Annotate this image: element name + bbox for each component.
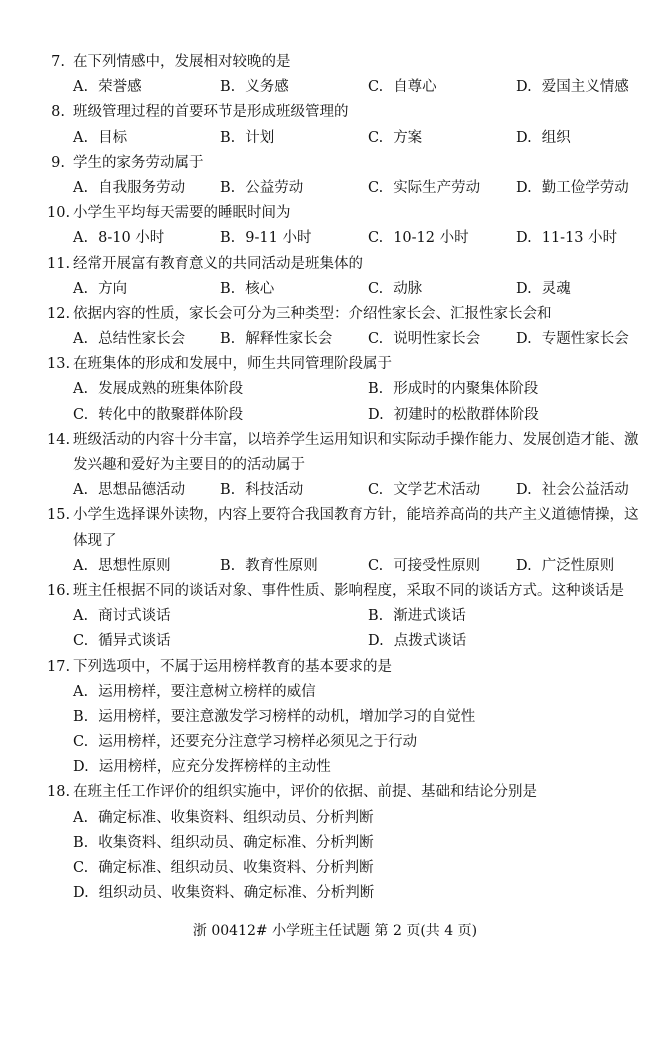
question-stem-line xyxy=(0,201,670,226)
option-text: 循异式谈话 xyxy=(98,633,171,650)
option-c xyxy=(368,554,480,575)
option-text: 9-11 小时 xyxy=(245,230,312,247)
question-stem-line xyxy=(0,579,670,604)
question-stem: 依据内容的性质，家长会可分为三种类型：介绍性家长会、汇报性家长会和 xyxy=(73,305,552,322)
question-number: 9. xyxy=(51,154,65,171)
option-key: B. xyxy=(220,331,236,348)
option-key: B. xyxy=(220,179,236,196)
question-stem-line xyxy=(0,352,670,377)
option-key: C. xyxy=(368,230,384,247)
question-number: 7. xyxy=(51,54,65,70)
question-stem-line xyxy=(0,655,670,680)
option-text: 运用榜样，应充分发挥榜样的主动性 xyxy=(98,759,331,776)
question-number: 15. xyxy=(47,507,71,524)
option-text: 勤工俭学劳动 xyxy=(541,179,629,196)
option-key: C. xyxy=(368,331,384,348)
option-c xyxy=(73,629,171,650)
option-c xyxy=(368,126,422,147)
option-b xyxy=(220,277,274,298)
option-b xyxy=(220,554,318,575)
option-key: B. xyxy=(368,608,384,625)
option-c xyxy=(368,75,437,96)
option-d xyxy=(516,478,629,499)
question-number: 11. xyxy=(47,255,71,272)
option-text: 组织动员、收集资料、确定标准、分析判断 xyxy=(98,885,375,902)
option-a xyxy=(73,176,185,197)
option-d xyxy=(368,403,539,424)
question-number: 10. xyxy=(47,205,71,222)
options-row xyxy=(0,75,670,100)
options-row xyxy=(0,478,670,503)
question-stem-line xyxy=(0,503,670,528)
option-c xyxy=(368,327,480,348)
option-text: 动脉 xyxy=(393,280,423,297)
option-a xyxy=(73,478,185,499)
question-stem: 在班集体的形成和发展中，师生共同管理阶段属于 xyxy=(73,356,392,373)
option-text: 运用榜样，要注意激发学习榜样的动机，增加学习的自觉性 xyxy=(98,708,476,725)
option-key: D. xyxy=(516,482,532,499)
option-text: 专题性家长会 xyxy=(541,331,629,348)
option-text: 确定标准、组织动员、收集资料、分析判断 xyxy=(98,860,374,876)
option-text: 方向 xyxy=(98,280,128,297)
option-text: 文学艺术活动 xyxy=(393,482,481,499)
option-b xyxy=(220,176,303,197)
option-key: C. xyxy=(73,860,89,876)
option-key: A. xyxy=(73,230,89,247)
option-text: 核心 xyxy=(245,280,275,297)
option-d xyxy=(73,755,331,776)
option-text: 思想品德活动 xyxy=(98,482,186,499)
question-number: 12. xyxy=(47,305,71,322)
question-stem-line xyxy=(0,151,670,176)
option-c xyxy=(368,277,422,298)
options-row xyxy=(0,327,670,352)
option-b xyxy=(73,705,475,726)
option-key: D. xyxy=(516,230,532,247)
option-text: 渐进式谈话 xyxy=(393,608,466,625)
question-number: 17. xyxy=(47,658,71,675)
option-a xyxy=(73,75,142,96)
option-key: C. xyxy=(368,179,384,196)
option-text: 10-12 小时 xyxy=(393,230,469,247)
option-c xyxy=(73,856,374,877)
option-text: 教育性原则 xyxy=(245,557,318,574)
option-key: C. xyxy=(368,557,384,574)
option-text: 11-13 小时 xyxy=(541,230,618,247)
option-key: B. xyxy=(220,482,236,499)
question-number: 8. xyxy=(51,104,65,121)
option-key: D. xyxy=(516,557,532,574)
option-text: 商讨式谈话 xyxy=(98,608,171,625)
option-key: D. xyxy=(73,885,89,902)
options-row xyxy=(0,881,670,906)
option-text: 运用榜样，还要充分注意学习榜样必须见之于行动 xyxy=(98,734,418,751)
options-row xyxy=(0,554,670,579)
option-key: D. xyxy=(73,759,89,776)
question-stem: 班级管理过程的首要环节是形成班级管理的 xyxy=(73,104,349,121)
option-key: D. xyxy=(368,633,384,650)
option-key: C. xyxy=(368,129,384,146)
options-row xyxy=(0,176,670,201)
option-key: B. xyxy=(220,129,236,146)
option-c xyxy=(368,176,480,197)
option-text: 灵魂 xyxy=(541,280,571,297)
option-b xyxy=(220,75,289,96)
option-key: C. xyxy=(368,79,384,96)
question-stem: 班主任根据不同的谈话对象、事件性质、影响程度，采取不同的谈话方式。这种谈话是 xyxy=(73,582,624,599)
options-row xyxy=(0,126,670,151)
question-stem-continuation: 发兴趣和爱好为主要目的的活动属于 xyxy=(73,457,305,473)
option-d xyxy=(516,277,571,298)
option-text: 爱国主义情感 xyxy=(541,79,629,96)
option-d xyxy=(516,327,629,348)
options-row xyxy=(0,377,670,402)
option-key: D. xyxy=(516,79,532,96)
option-a xyxy=(73,126,127,147)
question-stem: 班级活动的内容十分丰富，以培养学生运用知识和实际动手操作能力、发展创造才能、激 xyxy=(73,431,639,448)
question-stem-line xyxy=(0,100,670,125)
option-text: 解释性家长会 xyxy=(245,331,333,348)
question-stem-line xyxy=(0,428,670,453)
option-a xyxy=(73,806,374,827)
option-key: A. xyxy=(73,809,89,826)
option-d xyxy=(516,554,614,575)
option-a xyxy=(73,277,127,298)
option-text: 社会公益活动 xyxy=(541,482,629,499)
option-key: B. xyxy=(220,557,236,574)
option-a xyxy=(73,327,185,348)
option-c xyxy=(368,478,480,499)
option-key: A. xyxy=(73,129,89,146)
question-stem: 在下列情感中，发展相对较晚的是 xyxy=(73,54,291,70)
option-key: C. xyxy=(73,633,89,650)
option-key: A. xyxy=(73,179,89,196)
option-c xyxy=(73,730,417,751)
option-key: B. xyxy=(220,79,236,96)
option-key: B. xyxy=(220,280,236,297)
option-text: 运用榜样，要注意树立榜样的威信 xyxy=(98,683,316,700)
option-b xyxy=(368,604,466,625)
option-key: A. xyxy=(73,482,89,499)
option-d xyxy=(516,75,629,96)
options-row xyxy=(0,730,670,755)
option-d xyxy=(73,881,374,902)
question-stem: 在班主任工作评价的组织实施中，评价的依据、前提、基础和结论分别是 xyxy=(73,784,537,801)
option-key: D. xyxy=(516,331,532,348)
option-key: A. xyxy=(73,381,89,398)
question-number: 14. xyxy=(47,431,71,448)
option-key: C. xyxy=(368,482,384,499)
question-stem: 经常开展富有教育意义的共同活动是班集体的 xyxy=(73,255,363,272)
option-key: D. xyxy=(516,179,532,196)
options-row xyxy=(0,831,670,856)
option-key: B. xyxy=(220,230,236,247)
option-text: 收集资料、组织动员、确定标准、分析判断 xyxy=(98,834,374,851)
option-d xyxy=(516,176,629,197)
option-text: 形成时的内聚集体阶段 xyxy=(393,381,539,398)
options-row xyxy=(0,604,670,629)
question-number: 16. xyxy=(47,582,71,599)
question-number: 18. xyxy=(47,784,71,801)
option-a xyxy=(73,604,171,625)
question-stem-line xyxy=(0,50,670,75)
option-key: A. xyxy=(73,608,89,625)
option-text: 可接受性原则 xyxy=(393,557,481,574)
option-c xyxy=(73,403,243,424)
option-key: B. xyxy=(368,381,384,398)
question-stem-continuation: 体现了 xyxy=(73,532,117,549)
option-key: A. xyxy=(73,557,89,574)
option-text: 方案 xyxy=(393,129,423,146)
option-text: 自尊心 xyxy=(393,79,437,96)
option-text: 公益劳动 xyxy=(245,179,304,196)
option-text: 说明性家长会 xyxy=(393,331,481,348)
option-text: 8-10 小时 xyxy=(98,230,165,247)
option-key: B. xyxy=(73,708,89,725)
option-b xyxy=(220,126,274,147)
option-b xyxy=(368,377,538,398)
option-key: A. xyxy=(73,683,89,700)
option-key: D. xyxy=(516,280,532,297)
option-key: A. xyxy=(73,280,89,297)
option-key: B. xyxy=(73,834,89,851)
question-stem: 小学生平均每天需要的睡眠时间为 xyxy=(73,205,291,222)
option-text: 发展成熟的班集体阶段 xyxy=(98,381,244,398)
question-stem: 学生的家务劳动属于 xyxy=(73,154,204,171)
options-row xyxy=(0,629,670,654)
option-d xyxy=(516,226,617,247)
option-b xyxy=(73,831,374,852)
exam-page xyxy=(0,50,670,906)
option-text: 自我服务劳动 xyxy=(98,179,186,196)
option-d xyxy=(516,126,571,147)
option-text: 实际生产劳动 xyxy=(393,179,481,196)
options-row xyxy=(0,705,670,730)
options-row xyxy=(0,226,670,251)
options-row xyxy=(0,755,670,780)
option-text: 目标 xyxy=(98,129,128,146)
option-d xyxy=(368,629,466,650)
option-key: C. xyxy=(73,734,89,751)
option-text: 组织 xyxy=(541,129,571,146)
page-footer: 浙 00412# 小学班主任试题 第 2 页(共 4 页) xyxy=(192,923,478,939)
option-text: 计划 xyxy=(245,129,275,146)
options-row xyxy=(0,806,670,831)
option-text: 科技活动 xyxy=(245,482,304,499)
question-stem-line xyxy=(0,780,670,805)
option-a xyxy=(73,680,316,701)
option-text: 总结性家长会 xyxy=(98,331,186,348)
option-text: 思想性原则 xyxy=(98,557,171,574)
option-b xyxy=(220,478,303,499)
options-row xyxy=(0,403,670,428)
option-text: 确定标准、收集资料、组织动员、分析判断 xyxy=(98,809,374,826)
option-text: 荣誉感 xyxy=(98,79,142,96)
options-row xyxy=(0,680,670,705)
option-c xyxy=(368,226,469,247)
option-key: A. xyxy=(73,79,89,96)
option-key: A. xyxy=(73,331,89,348)
option-b xyxy=(220,327,332,348)
options-row xyxy=(0,277,670,302)
option-text: 义务感 xyxy=(245,79,289,96)
option-text: 转化中的散聚群体阶段 xyxy=(98,406,244,423)
question-stem: 下列选项中，不属于运用榜样教育的基本要求的是 xyxy=(73,658,392,675)
option-text: 点拨式谈话 xyxy=(393,633,467,650)
question-number: 13. xyxy=(47,356,71,373)
option-text: 广泛性原则 xyxy=(541,557,615,574)
option-key: D. xyxy=(368,406,384,423)
option-b xyxy=(220,226,311,247)
option-key: D. xyxy=(516,129,532,146)
options-row xyxy=(0,856,670,881)
option-text: 初建时的松散群体阶段 xyxy=(393,406,539,423)
option-key: C. xyxy=(73,406,89,423)
option-key: C. xyxy=(368,280,384,297)
question-stem-line xyxy=(0,302,670,327)
option-a xyxy=(73,226,164,247)
question-stem: 小学生选择课外读物，内容上要符合我国教育方针，能培养高尚的共产主义道德情操，这 xyxy=(73,507,639,524)
option-a xyxy=(73,554,171,575)
option-a xyxy=(73,377,243,398)
question-stem-line xyxy=(0,252,670,277)
